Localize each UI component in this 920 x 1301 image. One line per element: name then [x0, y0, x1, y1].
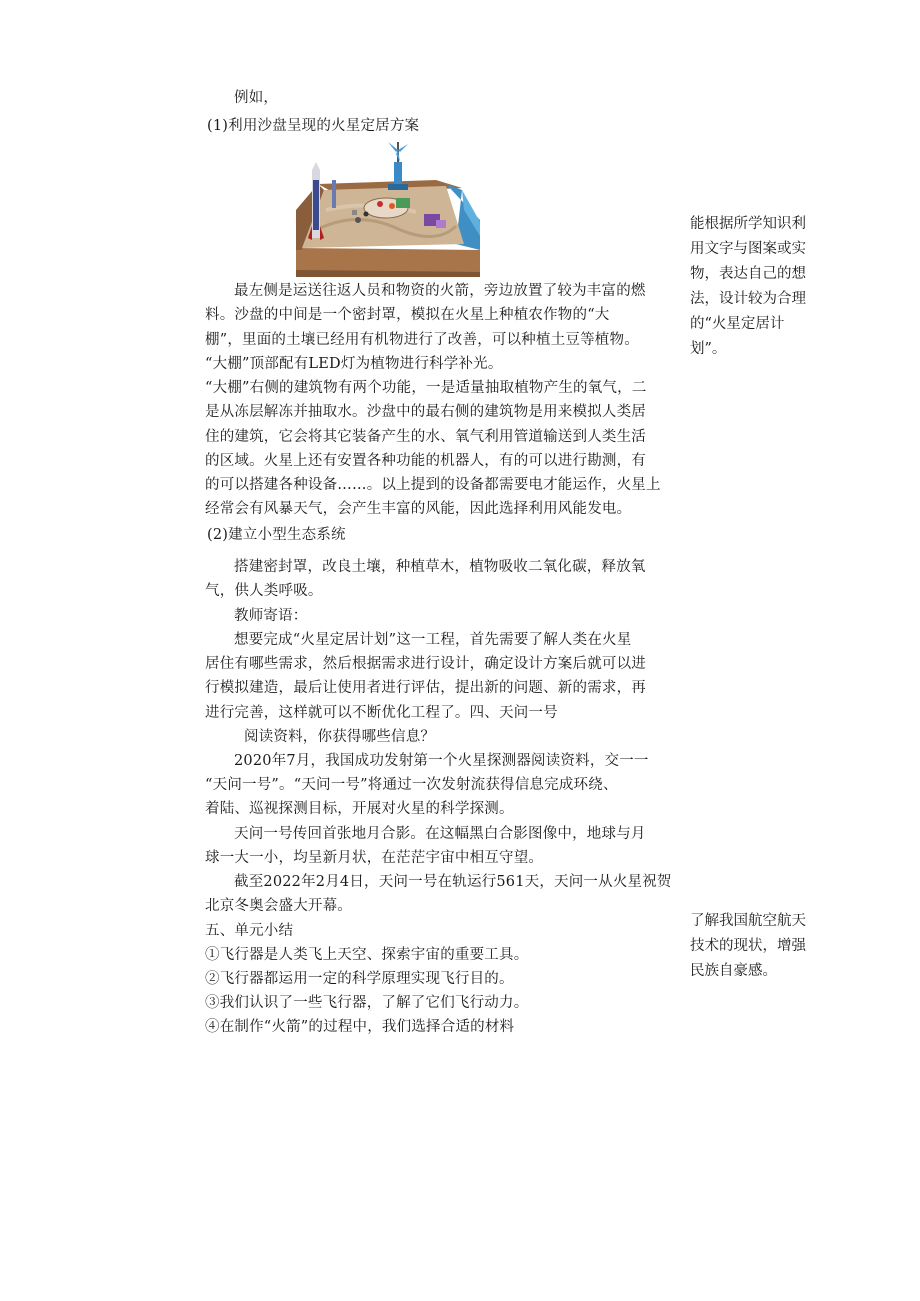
- text-line: 天问一号传回首张地月合影。在这幅黑白合影图像中，地球与月: [234, 826, 646, 842]
- margin-note-line: 法，设计较为合理: [690, 291, 806, 307]
- margin-note: [690, 909, 818, 984]
- margin-note-line: 技术的现状，增强: [690, 938, 806, 954]
- list-item: ③我们认识了一些飞行器，了解了它们飞行动力。: [205, 995, 529, 1011]
- text-line: 的区域。火星上还有安置各种功能的机器人，有的可以进行勘测，有: [205, 453, 646, 469]
- text-line: 教师寄语：: [234, 608, 308, 624]
- text-line: “天问一号”。“天问一号”将通过一次发射流获得信息完成环绕、: [205, 777, 618, 793]
- margin-note-line: 用文字与图案或实: [690, 241, 806, 257]
- margin-note-line: 了解我国航空航天: [690, 913, 806, 929]
- text-line: 北京冬奥会盛大开幕。: [205, 898, 352, 914]
- list-item: ①飞行器是人类飞上天空、探索宇宙的重要工具。: [205, 947, 529, 963]
- text-line: 料。沙盘的中间是一个密封罩，模拟在火星上种植农作物的“大: [205, 307, 610, 323]
- text-line: 行模拟建造，最后让使用者进行评估，提出新的问题、新的需求，再: [205, 680, 646, 696]
- text-line: 进行完善，这样就可以不断优化工程了。四、天问一号: [205, 705, 558, 721]
- margin-note-line: 民族自豪感。: [690, 963, 777, 979]
- text-line: 着陆、巡视探测目标，开展对火星的科学探测。: [205, 801, 514, 817]
- text-line: 2020年7月，我国成功发射第一个火星探测器阅读资料，交一一: [234, 753, 649, 769]
- text-line: 的可以搭建各种设备……。以上提到的设备都需要电才能运作，火星上: [205, 477, 661, 493]
- text-line: 阅读资料，你获得哪些信息？: [244, 729, 436, 745]
- text-line: 是从冻层解冻并抽取水。沙盘中的最右侧的建筑物是用来模拟人类居: [205, 404, 646, 420]
- margin-note-line: 划”。: [690, 341, 727, 357]
- text-line: 住的建筑，它会将其它装备产生的水、氧气利用管道输送到人类生活: [205, 429, 646, 445]
- text-line: 气，供人类呼吸。: [205, 583, 323, 599]
- text-line: “大棚”顶部配有LED灯为植物进行科学补光。: [205, 356, 503, 372]
- text-line: “大棚”右侧的建筑物有两个功能，一是适量抽取植物产生的氧气，二: [205, 380, 647, 396]
- text-line: 截至2022年2月4日，天问一号在轨运行561天，天问一从火星祝贺: [234, 874, 672, 890]
- text-line: 例如，: [234, 90, 279, 106]
- section-heading: (2)建立小型生态系统: [207, 527, 346, 543]
- margin-note-line: 物，表达自己的想: [690, 266, 806, 282]
- margin-note-line: 的“火星定居计: [690, 316, 785, 332]
- text-line: 经常会有风暴天气，会产生丰富的风能，因此选择利用风能发电。: [205, 501, 632, 517]
- text-line: 居住有哪些需求，然后根据需求进行设计，确定设计方案后就可以进: [205, 656, 646, 672]
- text-line: 想要完成“火星定居计划”这一工程，首先需要了解人类在火星: [234, 632, 632, 648]
- text-line: 最左侧是运送往返人员和物资的火箭，旁边放置了较为丰富的燃: [234, 283, 646, 299]
- list-item: ④在制作“火箭”的过程中，我们选择合适的材料: [205, 1019, 515, 1035]
- list-item: ②飞行器都运用一定的科学原理实现飞行目的。: [205, 971, 514, 987]
- text-line: 搭建密封罩，改良土壤，种植草木，植物吸收二氧化碳，释放氧: [234, 559, 646, 575]
- section-heading: (1)利用沙盘呈现的火星定居方案: [207, 118, 420, 134]
- section-heading: 五、单元小结: [205, 923, 294, 939]
- margin-note-line: 能根据所学知识利: [690, 216, 806, 232]
- text-line: 球一大一小，均呈新月状，在茫茫宇宙中相互守望。: [205, 850, 544, 866]
- text-line: 棚”，里面的土壤已经用有机物进行了改善，可以种植土豆等植物。: [205, 332, 639, 348]
- margin-note: [690, 212, 818, 362]
- mars-sandbox-image: [296, 140, 480, 277]
